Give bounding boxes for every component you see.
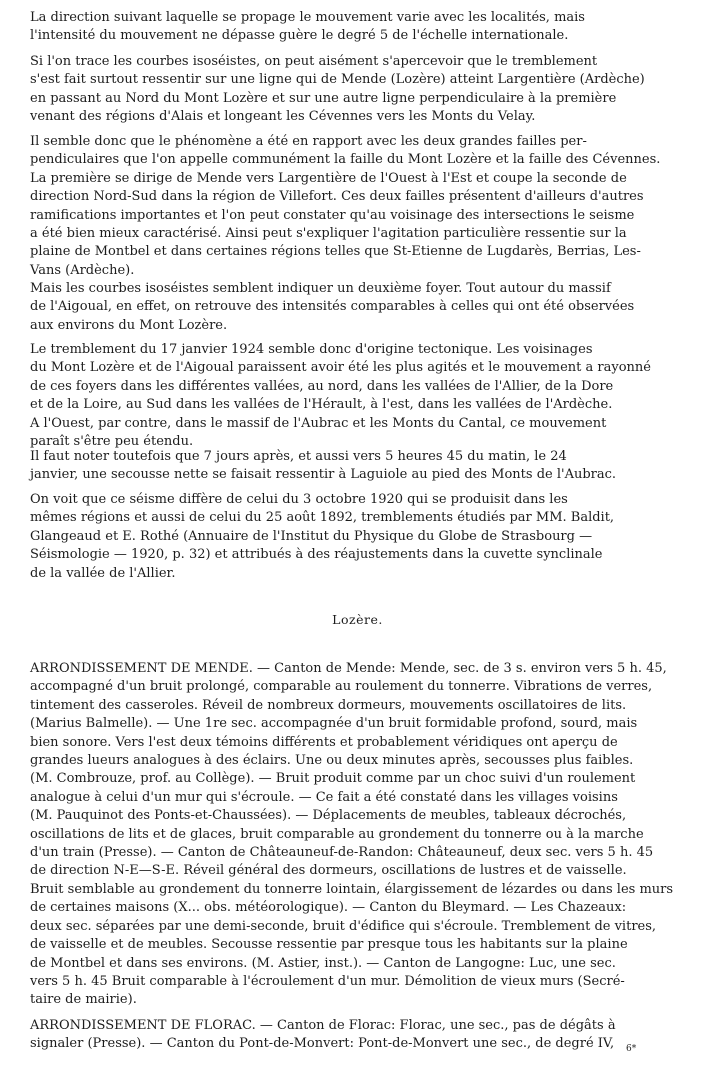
- text-line: venant des régions d'Alais et longeant les Cévennes vers les Monts du Velay.: [30, 109, 536, 125]
- text-line: Vans (Ardèche).: [30, 262, 135, 278]
- text-line: ARRONDISSEMENT DE FLORAC. — Canton de Florac: Florac, une sec., pas de dégâts à: [30, 1018, 616, 1033]
- text-line: de certaines maisons (X... obs. météorologique). — Canton du Bleymard. — Les Chazeaux:: [30, 900, 627, 916]
- text-line: Il faut noter toutefois que 7 jours après, et aussi vers 5 heures 45 du matin, le 24: [30, 449, 567, 464]
- text-line: Le tremblement du 17 janvier 1924 semble donc d'origine tectonique. Les voisinages: [30, 342, 593, 357]
- text-line: de la vallée de l'Allier.: [30, 565, 176, 581]
- text-line: analogue à celui d'un mur qui s'écroule. — Ce fait a été constaté dans les villages voisins: [30, 789, 618, 805]
- text-line: d'un train (Presse). — Canton de Châteauneuf-de-Randon: Châteauneuf, deux sec. vers 5 h. 45: [30, 845, 654, 861]
- text-line: Bruit semblable au grondement du tonnerre lointain, élargissement de lézardes ou dans les murs: [30, 881, 674, 897]
- text-line: de vaisselle et de meubles. Secousse ressentie par presque tous les habitants sur la plaine: [30, 937, 628, 953]
- text-line: accompagné d'un bruit prolongé, comparable au roulement du tonnerre. Vibrations de verres,: [30, 679, 653, 695]
- text-line: pendiculaires que l'on appelle communément la faille du Mont Lozère et la faille des Cévennes.: [30, 152, 661, 168]
- text-line: de l'Aigoual, en effet, on retrouve des intensités comparables à celles qui ont été observées: [30, 299, 635, 315]
- text-line: de ces foyers dans les différentes vallées, au nord, dans les vallées de l'Allier, de la Dore: [30, 378, 614, 394]
- text-line: (M. Pauquinot des Ponts-et-Chaussées). — Déplacements de meubles, tableaux décrochés,: [30, 808, 627, 824]
- text-line: aux environs du Mont Lozère.: [30, 317, 228, 333]
- text-line: de direction N-E—S-E. Réveil général des dormeurs, oscillations de lustres et de vaisselle.: [30, 863, 627, 879]
- paragraph-failles: [30, 133, 685, 280]
- paragraph-laguiole: [30, 448, 685, 485]
- text-line: signaler (Presse). — Canton du Pont-de-Monvert: Pont-de-Monvert une sec., de degré IV,: [30, 1036, 615, 1052]
- text-line: de Montbel et dans ses environs. (M. Astier, inst.). — Canton de Langogne: Luc, une sec.: [30, 955, 616, 971]
- text-line: vers 5 h. 45 Bruit comparable à l'écroulement d'un mur. Démolition de vieux murs (Secré-: [30, 973, 625, 989]
- text-line: plaine de Montbel et dans certaines régions telles que St-Etienne de Lugdarès, Berrias, Les-: [30, 244, 641, 260]
- text-line: Glangeaud et E. Rothé (Annuaire de l'Institut du Physique du Globe de Strasbourg —: [30, 528, 593, 544]
- text-line: Mais les courbes isoséistes semblent indiquer un deuxième foyer. Tout autour du massif: [30, 281, 611, 296]
- text-line: taire de mairie).: [30, 992, 137, 1008]
- text-line: l'intensité du mouvement ne dépasse guère le degré 5 de l'échelle internationale.: [30, 28, 569, 44]
- text-line: en passant au Nord du Mont Lozère et sur une autre ligne perpendiculaire à la première: [30, 90, 617, 106]
- text-line: grandes lueurs analogues à des éclairs. Une ou deux minutes après, secousses plus faibles.: [30, 753, 634, 769]
- text-line: (Marius Balmelle). — Une 1re sec. accompagnée d'un bruit formidable profond, sourd, mais: [30, 716, 638, 732]
- folio-mark: 6*: [626, 1044, 637, 1054]
- text-line: ARRONDISSEMENT DE MENDE. — Canton de Mende: Mende, sec. de 3 s. environ vers 5 h. 45,: [30, 661, 667, 676]
- text-line: et de la Loire, au Sud dans les vallées de l'Hérault, à l'est, dans les vallées de l'Ardèche.: [30, 397, 613, 413]
- section-title: Lozère.: [332, 612, 383, 627]
- text-line: s'est fait surtout ressentir sur une ligne qui de Mende (Lozère) atteint Largentière (Ardèche): [30, 72, 645, 88]
- text-line: bien sonore. Vers l'est deux témoins différents et probablement véridiques ont aperçu de: [30, 734, 618, 750]
- text-line: A l'Ouest, par contre, dans le massif de l'Aubrac et les Monts du Cantal, ce mouvement: [30, 415, 607, 431]
- text-line: La première se dirige de Mende vers Largentière de l'Ouest à l'Est et coupe la seconde de: [30, 170, 627, 186]
- text-line: Séismologie — 1920, p. 32) et attribués à des réajustements dans la cuvette synclinale: [30, 547, 603, 563]
- text-line: Il semble donc que le phénomène a été en rapport avec les deux grandes failles per-: [30, 134, 587, 149]
- paragraph-origine: [30, 341, 685, 451]
- text-line: tintement des casseroles. Réveil de nombreux dormeurs, mouvements oscillatoires de lits.: [30, 697, 627, 713]
- text-line: du Mont Lozère et de l'Aigoual paraissent avoir été les plus agités et le mouvement a rayonné: [30, 360, 651, 376]
- paragraph-isoseistes: [30, 53, 685, 127]
- text-line: mêmes régions et aussi de celui du 25 août 1892, tremblements étudiés par MM. Baldit,: [30, 510, 615, 526]
- paragraph-comparaison: [30, 491, 685, 583]
- text-line: Si l'on trace les courbes isoséistes, on peut aisément s'apercevoir que le tremblement: [30, 54, 598, 69]
- text-line: a été bien mieux caractérisé. Ainsi peut s'expliquer l'agitation particulière ressentie sur la: [30, 226, 627, 242]
- text-line: On voit que ce séisme diffère de celui du 3 octobre 1920 qui se produisit dans les: [30, 492, 568, 507]
- text-line: janvier, une secousse nette se faisait ressentir à Laguiole au pied des Monts de l'Aubrac.: [30, 467, 617, 483]
- text-line: ramifications importantes et l'on peut constater qu'au voisinage des intersections le seisme: [30, 207, 635, 223]
- text-line: La direction suivant laquelle se propage le mouvement varie avec les localités, mais: [30, 10, 585, 25]
- paragraph-mende: [30, 660, 685, 1010]
- text-line: paraît s'être peu étendu.: [30, 434, 194, 450]
- text-line: (M. Combrouze, prof. au Collège). — Bruit produit comme par un choc suivi d'un roulement: [30, 771, 636, 787]
- paragraph-florac: [30, 1017, 685, 1054]
- paragraph-second-foyer: [30, 280, 685, 335]
- paragraph-direction: [30, 9, 685, 46]
- text-line: deux sec. séparées par une demi-seconde, bruit d'édifice qui s'écroule. Tremblement de vitres,: [30, 918, 657, 934]
- text-line: oscillations de lits et de glaces, bruit comparable au grondement du tonnerre ou à la marche: [30, 826, 644, 842]
- text-line: direction Nord-Sud dans la région de Villefort. Ces deux failles présentent d'ailleurs d'autres: [30, 189, 644, 205]
